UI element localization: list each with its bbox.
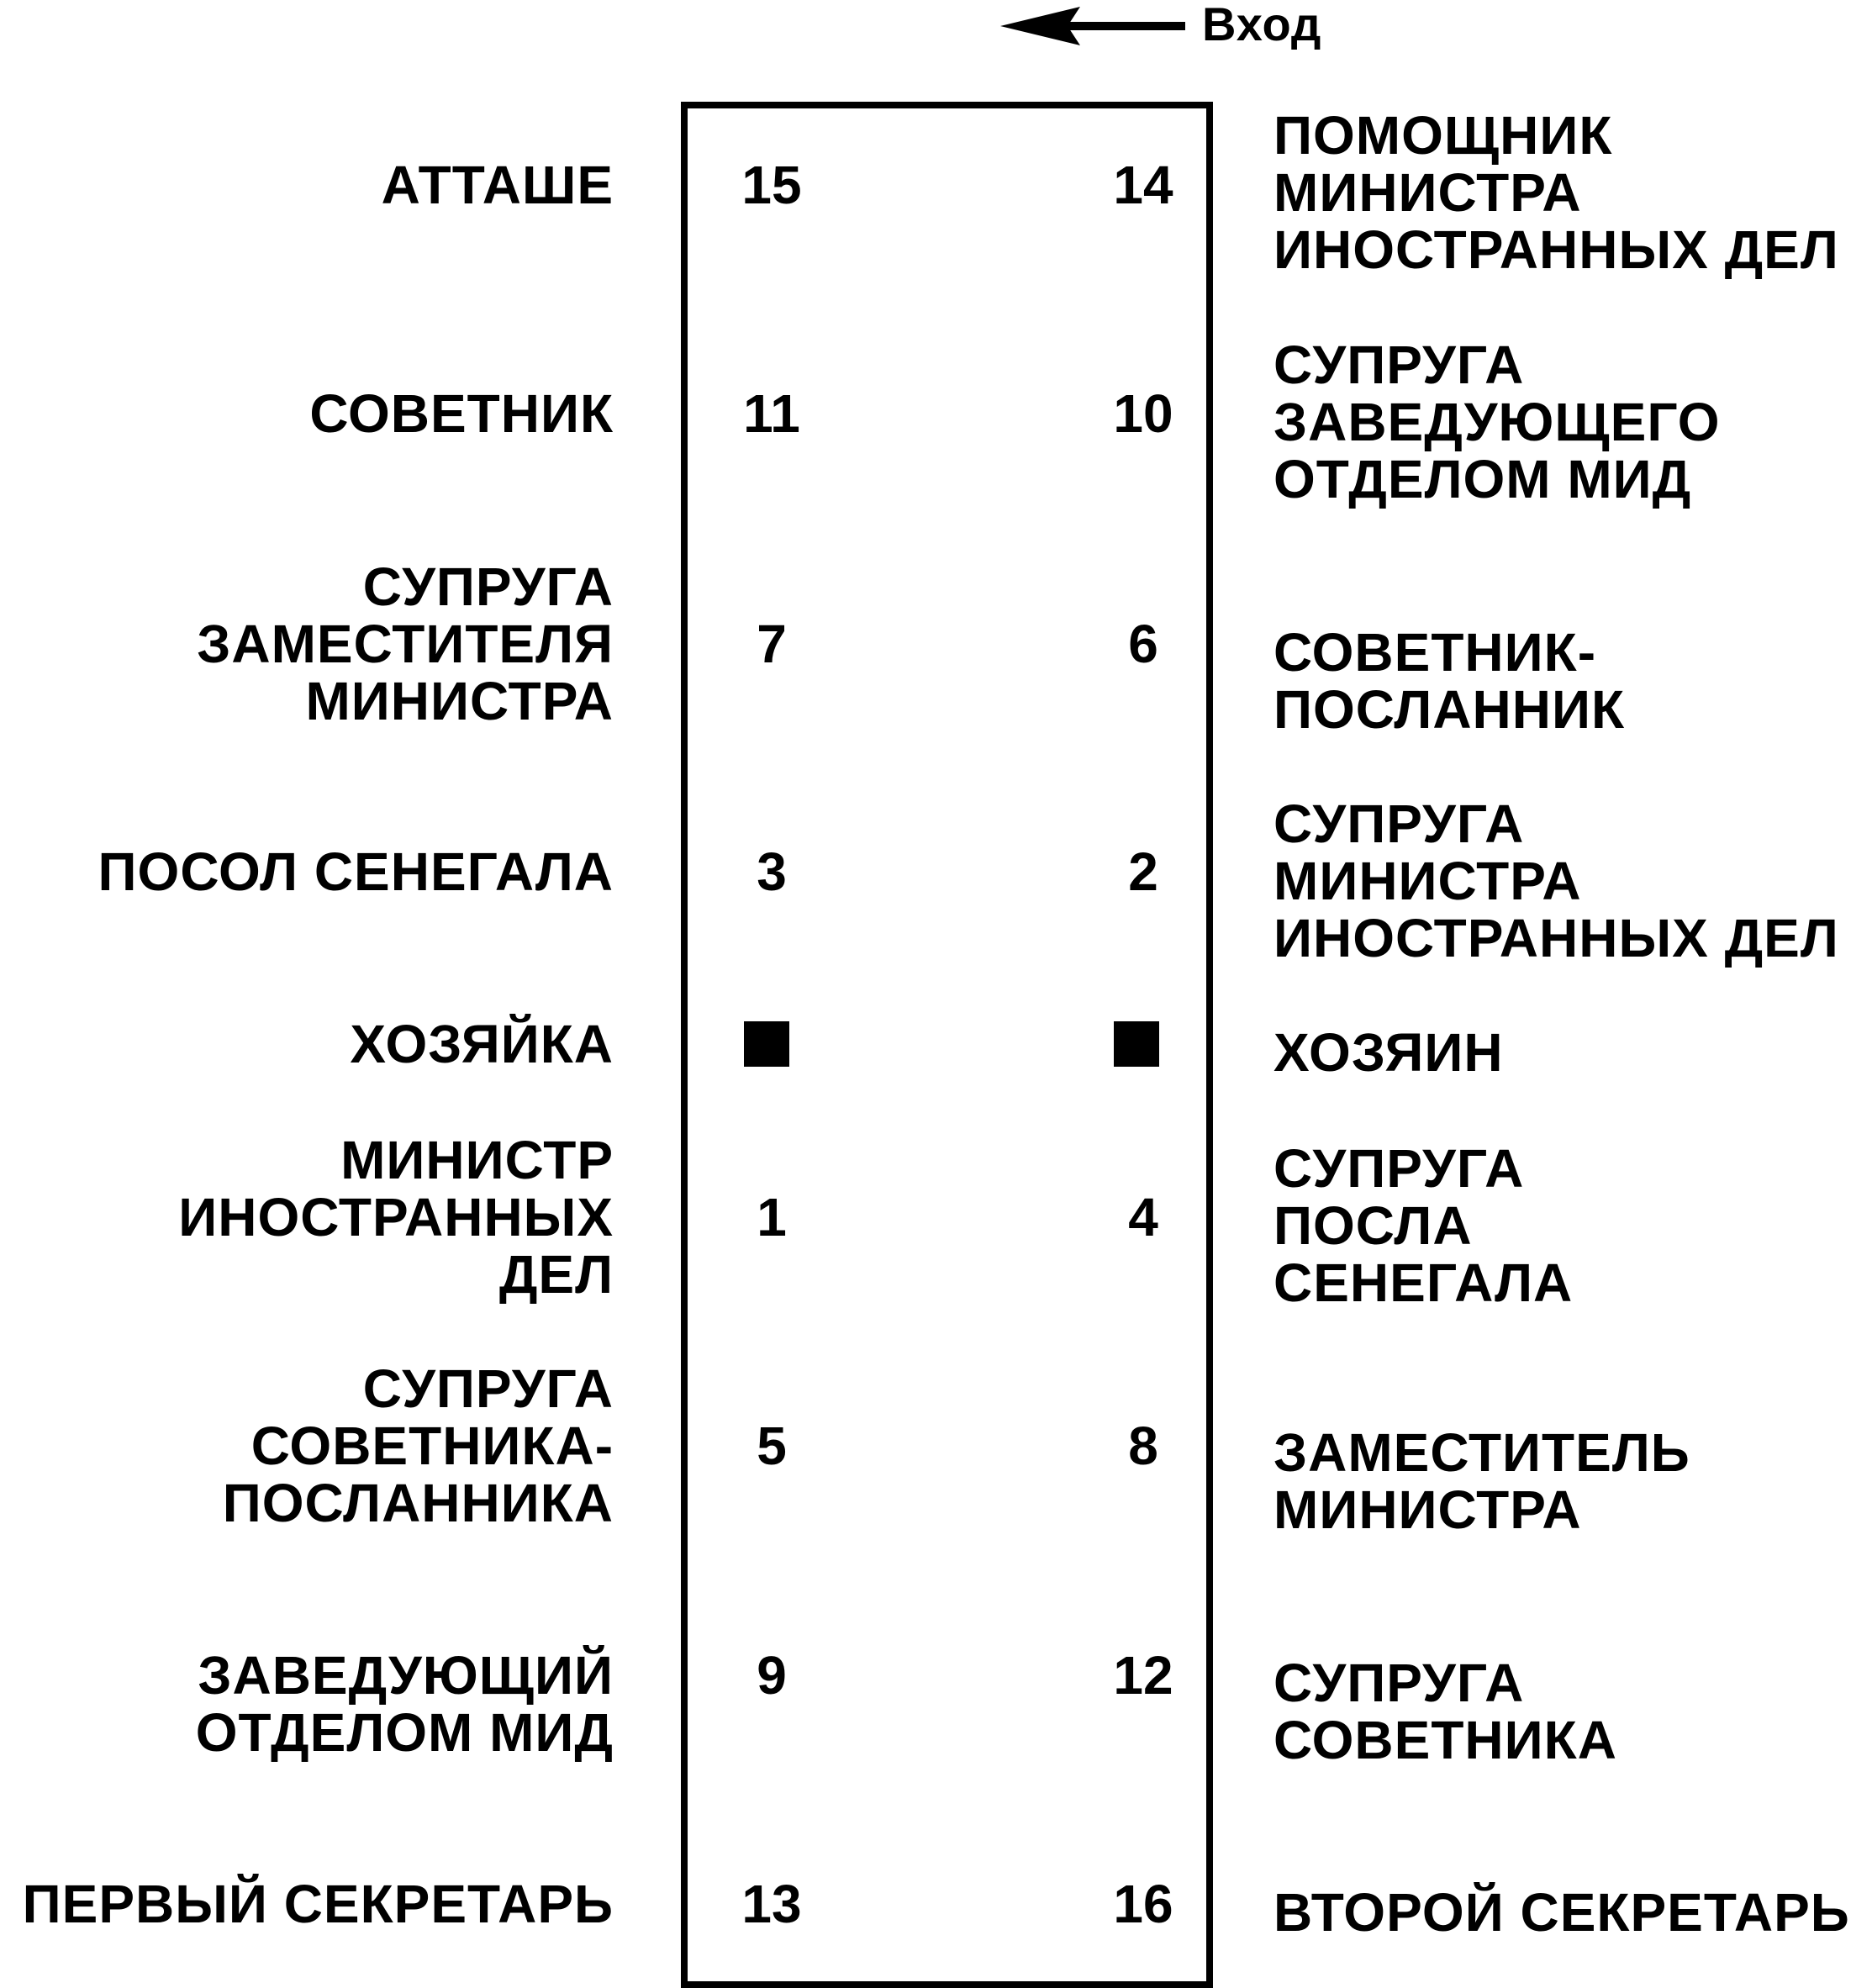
label-counselor: СОВЕТНИК — [309, 383, 614, 444]
label-foreign-minister: МИНИСТР ИНОСТРАННЫХ ДЕЛ — [178, 1130, 614, 1305]
hostess-seat — [716, 1010, 817, 1078]
label-second-secretary: ВТОРОЙ СЕКРЕТАРЬ — [1273, 1882, 1850, 1943]
label-wife-deputy-minister: СУПРУГА ЗАМЕСТИТЕЛЯ МИНИСТРА — [197, 556, 614, 731]
seat-7: 7 — [757, 614, 787, 674]
seat-5: 5 — [757, 1416, 787, 1476]
label-head-department: ЗАВЕДУЮЩИЙ ОТДЕЛОМ МИД — [195, 1645, 614, 1763]
seat-14: 14 — [1113, 155, 1173, 215]
seat-9: 9 — [757, 1645, 787, 1706]
hostess-marker-icon — [744, 1021, 789, 1067]
arrow-left-icon — [1000, 7, 1185, 45]
label-wife-ambassador-senegal: СУПРУГА ПОСЛА СЕНЕГАЛА — [1273, 1138, 1574, 1313]
seat-2: 2 — [1128, 841, 1158, 902]
label-assistant-minister: ПОМОЩНИК МИНИСТРА ИНОСТРАННЫХ ДЕЛ — [1273, 105, 1839, 280]
seat-3: 3 — [757, 841, 787, 902]
label-ambassador-senegal: ПОСОЛ СЕНЕГАЛА — [98, 841, 614, 902]
seat-8: 8 — [1128, 1416, 1158, 1476]
seat-4: 4 — [1128, 1187, 1158, 1247]
seat-11: 11 — [743, 383, 800, 444]
entrance-label: Вход — [1202, 0, 1322, 50]
seat-16: 16 — [1113, 1874, 1173, 1934]
label-attache: АТТАШЕ — [381, 155, 614, 215]
seat-15: 15 — [741, 155, 802, 215]
host-marker-icon — [1114, 1021, 1159, 1067]
seat-12: 12 — [1113, 1645, 1173, 1706]
label-host: ХОЗЯИН — [1273, 1022, 1504, 1083]
host-seat — [1086, 1010, 1187, 1078]
label-wife-foreign-minister: СУПРУГА МИНИСТРА ИНОСТРАННЫХ ДЕЛ — [1273, 794, 1839, 968]
label-wife-head-department: СУПРУГА ЗАВЕДУЮЩЕГО ОТДЕЛОМ МИД — [1273, 335, 1721, 509]
label-wife-counselor-envoy: СУПРУГА СОВЕТНИКА- ПОСЛАННИКА — [222, 1358, 614, 1533]
seat-6: 6 — [1128, 614, 1158, 674]
seat-10: 10 — [1113, 383, 1173, 444]
seat-1: 1 — [757, 1187, 787, 1247]
label-wife-counselor: СУПРУГА СОВЕТНИКА — [1273, 1653, 1617, 1770]
seat-13: 13 — [741, 1874, 802, 1934]
label-counselor-envoy: СОВЕТНИК- ПОСЛАННИК — [1273, 622, 1626, 740]
label-hostess: ХОЗЯЙКА — [350, 1014, 614, 1074]
label-deputy-minister: ЗАМЕСТИТЕЛЬ МИНИСТРА — [1273, 1422, 1690, 1540]
label-first-secretary: ПЕРВЫЙ СЕКРЕТАРЬ — [22, 1874, 614, 1934]
